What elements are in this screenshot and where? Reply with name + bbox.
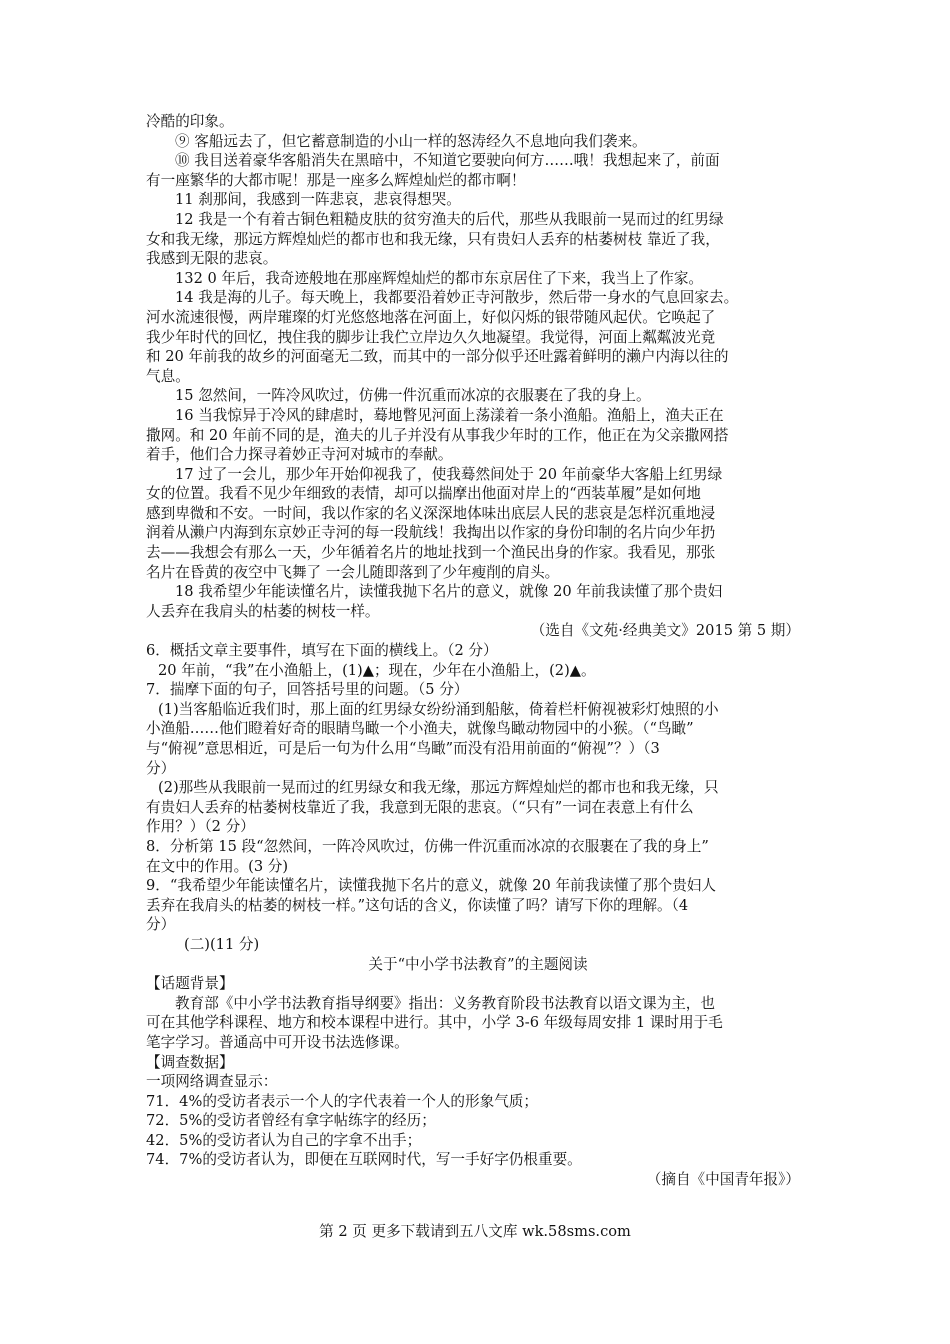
paragraph-line: 名片在昏黄的夜空中飞舞了 一会儿随即落到了少年瘦削的肩头。 xyxy=(146,563,560,581)
background-line: 教育部《中小学书法教育指导纲要》指出：义务教育阶段书法教育以语文课为主，也 xyxy=(175,994,715,1012)
paragraph-line: 16 当我惊异于冷风的肆虐时，蓦地瞥见河面上荡漾着一条小渔船。渔船上，渔夫正在 xyxy=(175,406,724,424)
survey-line: 一项网络调查显示： xyxy=(146,1073,278,1091)
paragraph-line: 气息。 xyxy=(146,367,190,385)
survey-line: 42．5%的受访者认为自己的字拿不出手； xyxy=(146,1131,422,1149)
survey-heading: 【调查数据】 xyxy=(146,1053,234,1071)
background-line: 可在其他学科课程、地方和校本课程中进行。其中，小学 3-6 年级每周安排 1 课时用于毛 xyxy=(146,1014,723,1032)
background-heading: 【话题背景】 xyxy=(146,975,234,993)
paragraph-line: ⑩ 我目送着豪华客船消失在黑暗中，不知道它要驶向何方……哦！我想起来了，前面 xyxy=(175,152,720,170)
paragraph-line: 11 刹那间，我感到一阵悲哀，悲哀得想哭。 xyxy=(175,191,461,209)
paragraph-line: 润着从濑户内海到东京妙正寺河的每一段航线！我掏出以作家的身份印制的名片向少年扔 xyxy=(146,524,716,542)
survey-line: 72．5%的受访者曾经有拿字帖练字的经历； xyxy=(146,1112,436,1130)
question-line: 在文中的作用。(3 分) xyxy=(146,857,289,875)
question-line: 6．概括文章主要事件，填写在下面的横线上。（2 分） xyxy=(146,642,498,660)
question-line: 有贵妇人丢弃的枯萎树枝靠近了我，我意到无限的悲哀。（“只有”一词在表意上有什么 xyxy=(146,798,694,816)
paragraph-line: 15 忽然间，一阵冷风吹过，仿佛一件沉重而冰凉的衣服裹在了我的身上。 xyxy=(175,387,651,405)
survey-list xyxy=(146,1072,810,1170)
survey-line: 74．7%的受访者认为，即便在互联网时代，写一手好字仍根重要。 xyxy=(146,1151,582,1169)
question-line: 20 年前，“我”在小渔船上，(1)▲；现在，少年在小渔船上，(2)▲。 xyxy=(158,661,596,679)
paragraph-line: 感到卑微和不安。一时间，我以作家的名义深深地体味出底层人民的悲哀是怎样沉重地浸 xyxy=(146,504,716,522)
question-line: 8．分析第 15 段“忽然间，一阵冷风吹过，仿佛一件沉重而冰凉的衣服裹在了我的身上” xyxy=(146,837,709,855)
question-line: 小渔船……他们瞪着好奇的眼睛鸟瞰一个小渔夫，就像鸟瞰动物园中的小猴。（“鸟瞰” xyxy=(146,720,694,738)
article-source: （选自《文苑·经典美文》2015 第 5 期） xyxy=(530,622,800,640)
paragraph-line: ⑨ 客船远去了，但它蓄意制造的小山一样的怒涛经久不息地向我们袭来。 xyxy=(175,132,647,150)
paragraph-line: 17 过了一会儿，那少年开始仰视我了，使我蓦然间处于 20 年前豪华大客船上红男绿 xyxy=(175,465,723,483)
paragraph-line: 有一座繁华的大都市呢！那是一座多么辉煌灿烂的都市啊！ xyxy=(146,171,526,189)
question-line: (1)当客船临近我们时，那上面的红男绿女纷纷涌到船舷，倚着栏杆俯视被彩灯烛照的小 xyxy=(158,700,719,718)
paragraph-line: 我少年时代的回忆，拽住我的脚步让我伫立岸边久久地凝望。我觉得，河面上粼粼波光竟 xyxy=(146,328,716,346)
paragraph-line: 去——我想会有那么一天，少年循着名片的地址找到一个渔民出身的作家。我看见，那张 xyxy=(146,544,716,562)
question-line: 9．“我希望少年能读懂名片，读懂我抛下名片的意义，就像 20 年前我读懂了那个贵妇人 xyxy=(146,877,716,895)
paragraph-line: 和 20 年前我的故乡的河面毫无二致，而其中的一部分似乎还吐露着鲜明的濑户内海以往的 xyxy=(146,348,729,366)
paragraph-line: 着手，他们合力探寻着妙正寺河对城市的奉献。 xyxy=(146,446,453,464)
question-line: 丢弃在我肩头的枯萎的树枝一样。”这句话的含义，你读懂了吗？请写下你的理解。（4 xyxy=(146,896,689,914)
question-line: 分） xyxy=(146,916,176,934)
paragraph-line: 12 我是一个有着古铜色粗糙皮肤的贫穷渔夫的后代，那些从我眼前一晃而过的红男绿 xyxy=(175,210,724,228)
paragraph-line: 河水流速很慢，两岸璀璨的灯光悠悠地落在河面上，好似闪烁的银带随风起伏。它唤起了 xyxy=(146,308,716,326)
paragraph-line: 132 0 年后，我奇迹般地在那座辉煌灿烂的都市东京居住了下来，我当上了作家。 xyxy=(175,269,704,287)
paragraph-line: 14 我是海的儿子。每天晚上，我都要沿着妙正寺河散步，然后带一身水的气息回家去。 xyxy=(175,289,739,307)
page-footer: 第 2 页 更多下载请到五八文库 wk.58sms.com xyxy=(319,1223,631,1240)
question-line: (2)那些从我眼前一晃而过的红男绿女和我无缘，那远方辉煌灿烂的都市也和我无缘，只 xyxy=(158,779,719,797)
paragraph-line: 18 我希望少年能读懂名片，读懂我抛下名片的意义，就像 20 年前我读懂了那个贵妇 xyxy=(175,583,723,601)
paragraph-line: 女的位置。我看不见少年细致的表情，却可以揣摩出他面对岸上的“西装革履”是如何地 xyxy=(146,485,701,503)
paragraph-line: 女和我无缘，那远方辉煌灿烂的都市也和我无缘，只有贵妇人丢弃的枯萎树枝 靠近了我， xyxy=(146,230,720,248)
background-text xyxy=(146,994,810,1053)
questions-section xyxy=(146,641,810,955)
question-line: 作用？）（2 分） xyxy=(146,818,255,836)
document-page xyxy=(146,112,810,1190)
background-line: 笔字学习。普通高中可开设书法选修课。 xyxy=(146,1033,409,1051)
paragraph-line: 撒网。和 20 年前不同的是，渔夫的儿子并没有从事我少年时的工作，他正在为父亲撒网搭 xyxy=(146,426,729,444)
paragraph-line: 我感到无限的悲哀。 xyxy=(146,250,278,268)
paragraph-line: 人丢弃在我肩头的枯萎的树枝一样。 xyxy=(146,602,380,620)
question-line: 与“俯视”意思相近，可是后一句为什么用“鸟瞰”而没有沿用前面的“俯视”？）（3 xyxy=(146,740,660,757)
reading-title: 关于“中小学书法教育”的主题阅读 xyxy=(368,955,588,973)
question-line: 7．揣摩下面的句子，回答括号里的问题。（5 分） xyxy=(146,681,469,699)
question-line: (二)(11 分) xyxy=(184,935,260,953)
question-line: 分） xyxy=(146,759,176,777)
paragraph-line: 冷酷的印象。 xyxy=(146,113,234,130)
reading-source: （摘自《中国青年报》） xyxy=(646,1171,800,1189)
article-body xyxy=(146,112,810,621)
survey-line: 71．4%的受访者表示一个人的字代表着一个人的形象气质； xyxy=(146,1092,538,1110)
